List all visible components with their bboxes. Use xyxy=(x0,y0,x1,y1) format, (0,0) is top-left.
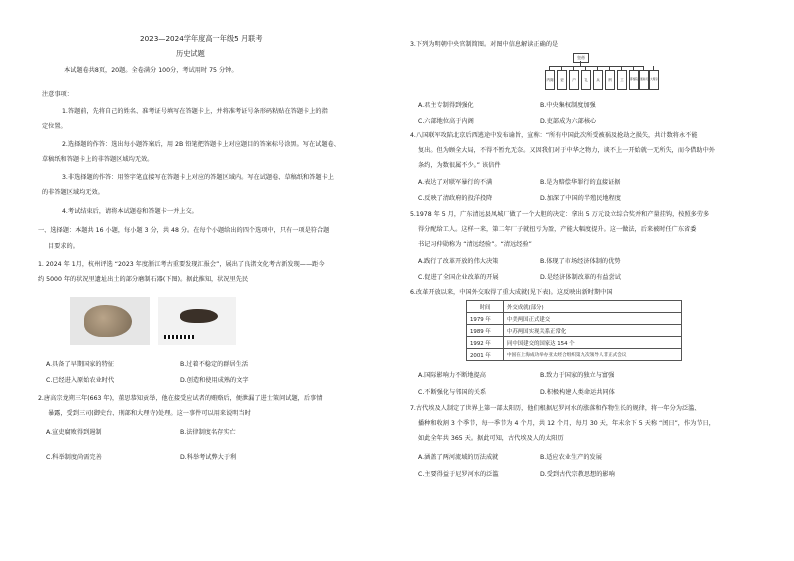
diagram-node: 户 xyxy=(569,70,579,90)
option-b[interactable]: B.致力于国家的独立与富强 xyxy=(540,372,615,379)
exam-info: 本试题卷共8页，20题。全卷满分 100分，考试用时 75 分钟。 xyxy=(64,67,238,74)
diagram-node: 都察院 xyxy=(629,70,639,90)
option-c[interactable]: C.反映了清政府的投洋投降 xyxy=(418,195,493,202)
option-c[interactable]: C.已经进入原始农业时代 xyxy=(46,377,115,384)
table-cell: 1992 年 xyxy=(467,337,504,349)
option-d[interactable]: D.创造和使用成熟的文字 xyxy=(180,377,249,384)
question-stem: 4.八国联军攻陷北京后西逃途中发布谕旨，宣称：“所有中国此次所受被祸及抢劫之损失，共计数将永不能 xyxy=(410,132,698,139)
table-cell: 中国在上海成功举办亚太经合组织第九次领导人非正式会议 xyxy=(504,349,682,361)
diagram-node: 通政司 xyxy=(639,70,649,90)
question-stem: 如此全年共 365 天。据此可知，古代埃及人的太阳历 xyxy=(418,435,564,442)
diagram-node: 工 xyxy=(617,70,627,90)
option-d[interactable]: D.吏部成为六部核心 xyxy=(540,118,597,125)
table-row xyxy=(467,325,682,337)
table-header: 时间 xyxy=(467,301,504,313)
diagram-node: 兵 xyxy=(593,70,603,90)
diagram-node: 刑 xyxy=(605,70,615,90)
note-line: 4.考试结束后，请将本试题卷和答题卡一并上交。 xyxy=(62,208,198,215)
stone-tool-shape xyxy=(180,309,218,323)
table-cell: 1979 年 xyxy=(467,313,504,325)
option-d[interactable]: D.加深了中国的半殖民地程度 xyxy=(540,195,621,202)
table-cell: 1989 年 xyxy=(467,325,504,337)
diagram-node: 大理寺 xyxy=(649,70,659,90)
question-stem: 1. 2024 年 1月，杭州评选 “2023 年度浙江考古重要发现汇报会”，展出了良渚文化考古新发现——距今 xyxy=(38,261,325,268)
question-stem: 3.下列为明朝中央官制简图。对图中信息解读正确的是 xyxy=(410,41,559,48)
question-stem: 播种和收割 3 个季节，每一季节为 4 个月，共 12 个月，每月 30 天，年末余下 5 天称 “闰日”，作为节日， xyxy=(418,420,715,427)
note-line: 定位置。 xyxy=(42,123,67,130)
table-cell: 同中国建交的国家达 154 个 xyxy=(504,337,682,349)
question-stem: 暴露，受到三司(御史台、刑部和大理寺)处理。这一事件可以用来说明当时 xyxy=(48,410,251,417)
option-b[interactable]: B.法律制度名存实亡 xyxy=(180,429,236,436)
option-a[interactable]: A.君主专制得到强化 xyxy=(418,102,474,109)
option-b[interactable]: B.体现了市场经济体制的优势 xyxy=(540,258,621,265)
option-d[interactable]: D.积极构建人类命运共同体 xyxy=(540,389,615,396)
option-b[interactable]: B.过着不稳定的群居生活 xyxy=(180,361,249,368)
option-c[interactable]: C.不断强化与邻国的关系 xyxy=(418,389,487,396)
stone-tool-photo-1 xyxy=(70,297,150,345)
diplomacy-table xyxy=(466,300,682,361)
note-line: 2.选择题的作答：选出每小题答案后，用 2B 铅笔把答题卡上对应题目的答案标号涂黑。写在试题卷、 xyxy=(62,141,340,148)
note-line: 草稿纸和答题卡上的非答题区域均无效。 xyxy=(42,156,154,163)
question-stem: 约 5000 年的状况里遗址出土的部分磨制石器(下图)。据此推知，状况里先民 xyxy=(38,276,249,283)
note-line: 3.非选择题的作答：用签字笔直接写在答题卡上对应的答题区域内。写在试题卷、草稿纸和答题卡上 xyxy=(62,174,334,181)
option-a[interactable]: A.宣吏腐败得到遏制 xyxy=(46,429,102,436)
table-row xyxy=(467,337,682,349)
note-line: 1.答题前，先将自己的姓名、准考证号填写在答题卡上，并将准考证号条形码粘贴在答题卡上的指 xyxy=(62,108,328,115)
question-stem: 复出。但为顾全大局，不得不暂允无奈。又因我们对于中华之物力，谈不上一开始就一无所失，而今借助中外 xyxy=(418,147,715,154)
question-stem: 6.改革开放以来，中国外交取得了重大成就(见下表)。这反映出新时期中国 xyxy=(410,289,613,296)
question-stem: 7.古代埃及人制定了世界上第一部太阳历，他们根据尼罗河水的涨落和作物生长的规律，将一年分为泛滥、 xyxy=(410,405,701,412)
table-cell: 中美两国正式建交 xyxy=(504,313,682,325)
diagram-node: 吏 xyxy=(557,70,567,90)
option-b[interactable]: B.适应农业生产的发展 xyxy=(540,454,602,461)
table-cell: 2001 年 xyxy=(467,349,504,361)
exam-title: 2023—2024学年度高一年级5 月联考 xyxy=(140,34,263,43)
diagram-node-emperor: 皇帝 xyxy=(573,53,589,63)
question-stem: 2.唐高宗龙朔三年(663 年)，董思恭知贡举，他在接受应试者的贿赂后，便泄漏了进士策问试题，后事情 xyxy=(38,395,323,402)
diagram-node: 内阁 xyxy=(545,70,555,90)
section-heading: 一、选择题：本题共 16 小题，每小题 3 分，共 48 分。在每个小题给出的四个选项中，只有一项是符合题 xyxy=(38,227,330,234)
table-cell: 中苏两国实现关系正常化 xyxy=(504,325,682,337)
option-a[interactable]: A.国际影响力不断地提高 xyxy=(418,372,486,379)
scale-ruler xyxy=(164,335,194,339)
option-a[interactable]: A.具备了早期国家的特征 xyxy=(46,361,114,368)
question-stem: 5.1978 年 5 月，广东清远县凤城厂做了一个大胆的决定：拿出 5 万元设立综合奖并和产量挂钩，按照多劳多 xyxy=(410,211,710,218)
table-header: 外交成就(部分) xyxy=(504,301,682,313)
diagram-node: 礼 xyxy=(581,70,591,90)
option-c[interactable]: C.促进了全国企业改革的开展 xyxy=(418,274,499,281)
option-b[interactable]: B.是为赔偿华罪行的直接证据 xyxy=(540,179,621,186)
exam-subject: 历史试题 xyxy=(176,49,205,58)
option-c[interactable]: C.科举制度尚需完善 xyxy=(46,454,102,461)
option-d[interactable]: D.受到古代宗教思想的影响 xyxy=(540,471,615,478)
stone-tool-shape xyxy=(84,305,132,337)
stone-tool-photo-2 xyxy=(158,297,236,345)
option-d[interactable]: D.是经济体制改革的有益尝试 xyxy=(540,274,621,281)
table-row xyxy=(467,313,682,325)
table-row xyxy=(467,349,682,361)
option-a[interactable]: A.践行了改革开放的伟大决策 xyxy=(418,258,499,265)
option-a[interactable]: A.表达了对联军暴行的不满 xyxy=(418,179,493,186)
question-stem: 书记习仲勋称为 “清远经验”。“清远经验” xyxy=(418,241,532,248)
option-d[interactable]: D.科举考试弊大于利 xyxy=(180,454,237,461)
option-a[interactable]: A.涵盖了两河流域的历法成就 xyxy=(418,454,499,461)
notes-heading: 注意事项： xyxy=(42,91,73,98)
option-c[interactable]: C.主要得益于尼罗河水的泛滥 xyxy=(418,471,499,478)
table-header-row xyxy=(467,301,682,313)
option-b[interactable]: B.中央集权制度加强 xyxy=(540,102,596,109)
note-line: 的非答题区域均无效。 xyxy=(42,189,104,196)
question-stem: 条约，为数很属不少。” 该信件 xyxy=(418,162,501,169)
section-heading-cont: 目要求的。 xyxy=(48,243,79,250)
option-c[interactable]: C.六部地位高于内阁 xyxy=(418,118,474,125)
question-stem: 得分配给工人。这样一来，第二年厂子就扭亏为盈，产能大幅度提升。这一做法，后来被时任广东省委 xyxy=(418,226,697,233)
